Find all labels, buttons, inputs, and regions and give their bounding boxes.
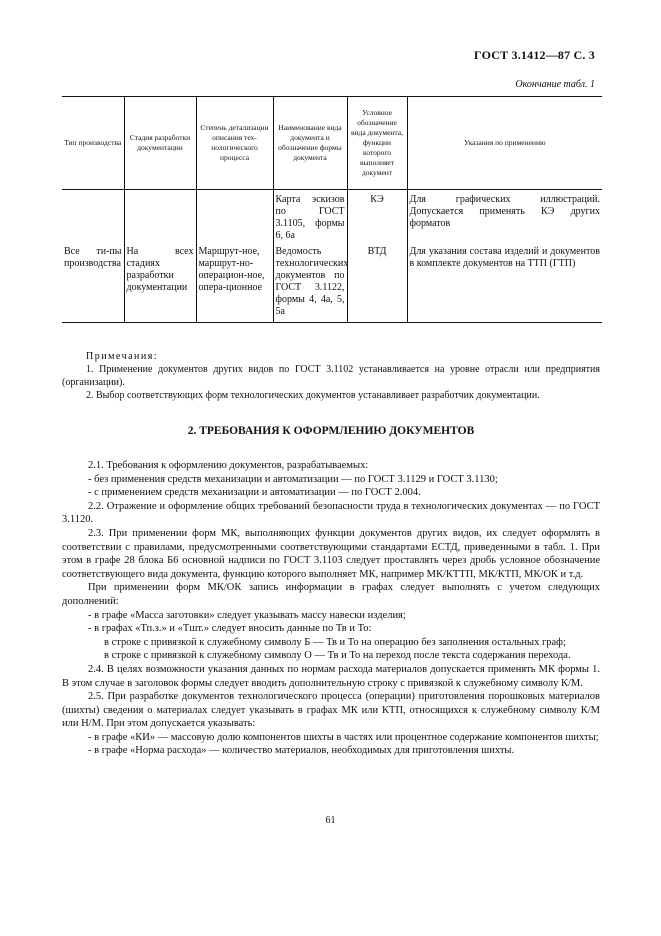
list-item: - без применения средств механизации и автоматизации — по ГОСТ 3.1129 и ГОСТ 3.1130; — [88, 473, 498, 485]
section-body — [62, 459, 600, 758]
cell-type: Все ти-пы производства — [62, 242, 124, 323]
paragraph: 2.4. В целях возможности указания данных по нормам расхода материалов допускается применять МК формы 1. В этом случае в заголовок формы следует вводить дополнительную строку с привязкой к служебному символу К/М. — [62, 663, 600, 689]
cell-usage: Для указания состава изделий и документов в комплекте документов на ТТП (ГТП) — [407, 242, 602, 323]
col-header-code: Условное обозначение вида документа, функции которого выполняет документ — [347, 97, 407, 190]
list-item: - в графе «Масса заготовки» следует указывать массу навески изделия; — [88, 609, 406, 621]
cell-stage — [124, 190, 196, 243]
note-item: 2. Выбор соответствующих форм технологических документов устанавливает разработчик документации. — [86, 390, 540, 401]
paragraph: 2.1. Требования к оформлению документов, разрабатываемых: — [88, 460, 369, 471]
col-header-stage: Стадия разработки документации — [124, 97, 196, 190]
table-continuation-label: Окончание табл. 1 — [515, 79, 595, 90]
cell-document: Карта эскизов по ГОСТ 3.1105, формы 6, 6а — [273, 190, 347, 243]
table-header-row — [62, 97, 602, 190]
page-number: 61 — [325, 815, 336, 826]
cell-detail: Маршрут-ное, маршрут-но-операцион-ное, опера-ционное — [196, 242, 273, 323]
col-header-document-name: Наименование вида документа и обозначение формы документа — [273, 97, 347, 190]
list-item: - в графе «Норма расхода» — количество материалов, необходимых для приготовления шихты. — [88, 745, 515, 757]
paragraph: в строке с привязкой к служебному символу О — Тв и То на переход после текста содержания перехода. — [104, 650, 571, 662]
paragraph: 2.2. Отражение и оформление общих требований безопасности труда в технологических документах — по ГОСТ 3.1120. — [62, 500, 600, 526]
cell-stage: На всех стадиях разработки документации — [124, 242, 196, 323]
section-title: 2. ТРЕБОВАНИЯ К ОФОРМЛЕНИЮ ДОКУМЕНТОВ — [187, 425, 475, 437]
list-item: - с применением средств механизации и автоматизации — по ГОСТ 2.004. — [88, 487, 421, 499]
cell-code: ВТД — [347, 242, 407, 323]
cell-document: Ведомость технологических документов по ГОСТ 3.1122, формы 4, 4а, 5, 5а — [273, 242, 347, 323]
col-header-usage: Указания по применению — [407, 97, 602, 190]
cell-type — [62, 190, 124, 243]
table-notes — [62, 350, 600, 402]
paragraph: При применении форм МК/ОК запись информации в графах следует выполнять с учетом следующих дополнений: — [62, 582, 600, 607]
cell-detail — [196, 190, 273, 243]
table-row — [62, 242, 602, 323]
paragraph: 2.5. При разработке документов технологического процесса (операции) приготовления порошковых материалов (шихты) сведения о материалах следует указывать в графах МК или КТП, относящихся к служебному символу К/М или Н/М. При этом допускается указывать: — [62, 691, 600, 730]
list-item: - в графе «КИ» — массовую долю компонентов шихты в частях или процентное содержание компонентов шихты; — [88, 731, 599, 743]
col-header-production-type: Тип производства — [62, 97, 124, 190]
col-header-detail: Степень детализации описания тех-нологического процесса — [196, 97, 273, 190]
standard-header: ГОСТ 3.1412—87 С. 3 — [474, 48, 595, 62]
cell-usage: Для графических иллюстраций. Допускается применять КЭ других форматов — [407, 190, 602, 243]
list-item: - в графах «Тп.з.» и «Тшт.» следует вносить данные по Тв и То: — [88, 623, 372, 635]
paragraph: 2.3. При применении форм МК, выполняющих функции документов других видов, их следует оформлять в соответствии с правилами, предусмотренными соответствующими стандартами ЕСТД, приведенными в табл. 1. При этом в графе 28 блока Б6 основной надписи по ГОСТ 3.1103 следует проставлять через дробь условное обозначение соответствующего вида документа, функцию которого выполняет МК, например МК/КТТП, МК/КТП, МК/ОК и т.д. — [62, 527, 600, 580]
cell-code: КЭ — [347, 190, 407, 243]
document-types-table — [62, 96, 602, 323]
table-row — [62, 190, 602, 243]
note-item: 1. Применение документов других видов по ГОСТ 3.1102 устанавливается на уровне отрасли или предприятия (организации). — [62, 364, 600, 388]
paragraph: в строке с привязкой к служебному символу Б — Тв и То на операцию без заполнения остальных граф; — [104, 636, 566, 648]
notes-title: Примечания: — [86, 351, 159, 362]
